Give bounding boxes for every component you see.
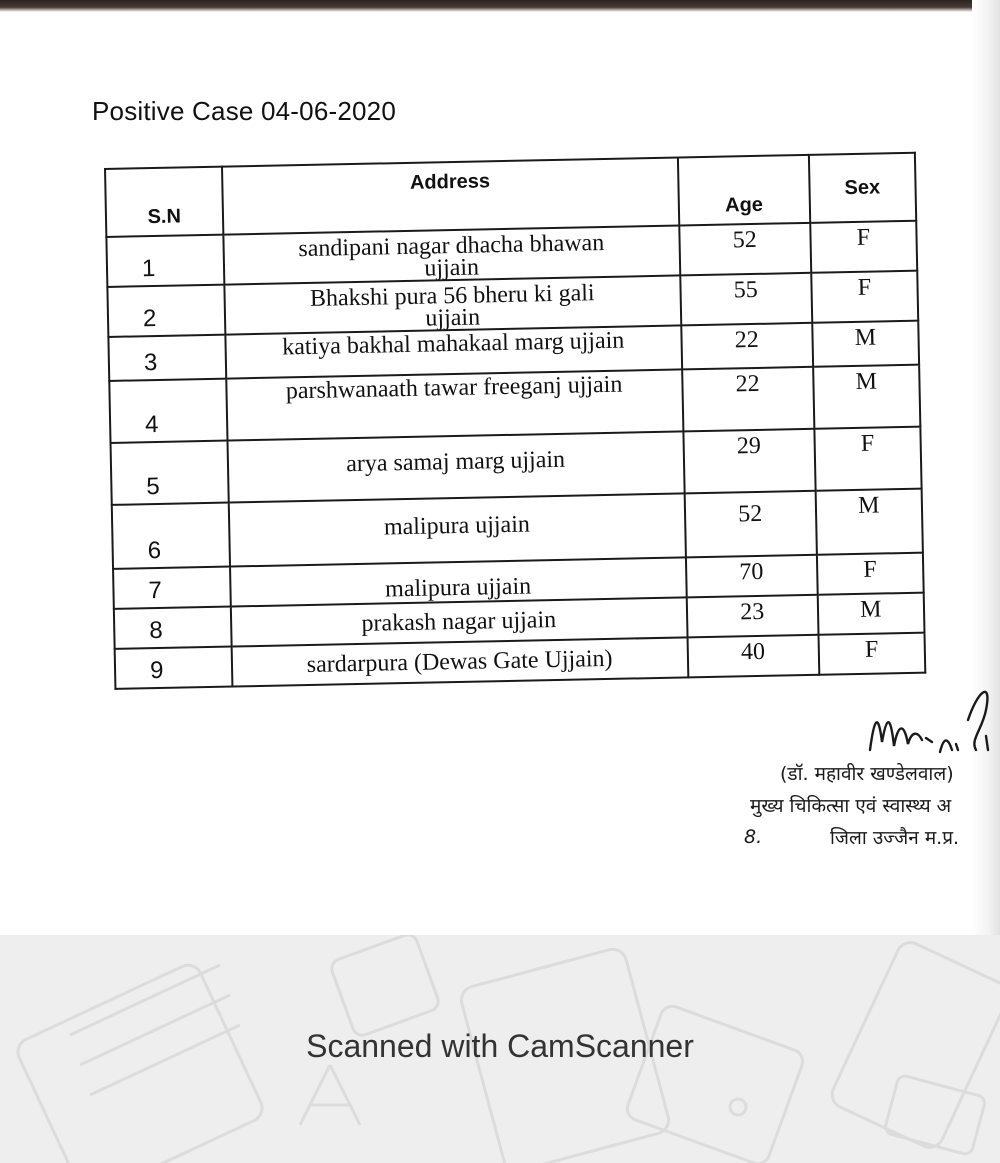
row-address: malipura ujjain: [228, 493, 685, 566]
row-address: parshwanaath tawar freeganj ujjain: [226, 369, 683, 440]
signature-block: [740, 680, 1000, 880]
row-sn: 9: [115, 647, 232, 689]
row-sex: M: [815, 489, 923, 555]
row-sn: 7: [113, 567, 230, 609]
row-age: 22: [681, 323, 813, 370]
camscanner-watermark: Scanned with CamScanner: [306, 1028, 694, 1064]
initial-mark: 8.: [744, 826, 763, 848]
handwritten-signature: [860, 680, 1000, 770]
row-sex: F: [810, 221, 917, 273]
document-title: Positive Case 04-06-2020: [92, 96, 396, 126]
row-age: 52: [684, 491, 816, 558]
row-address: katiya bakhal mahakaal marg ujjain: [225, 325, 682, 378]
row-sn: 3: [108, 335, 225, 381]
row-address: arya samaj marg ujjain: [227, 431, 684, 502]
row-sn: 2: [107, 285, 225, 337]
row-sex: F: [818, 633, 925, 675]
row-age: 22: [682, 367, 814, 432]
row-address: sardarpura (Dewas Gate Ujjain): [231, 637, 688, 686]
row-age: 70: [686, 555, 818, 598]
row-address: sandipani nagar dhacha bhawan ujjain: [223, 225, 680, 284]
row-sn: 5: [111, 441, 229, 505]
row-address: Bhakshi pura 56 bheru ki gali ujjain: [224, 275, 681, 334]
signatory-district: जिला उज्जैन म.प्र.: [830, 827, 960, 849]
row-address: prakash nagar ujjain: [230, 597, 687, 646]
row-sex: F: [814, 427, 922, 491]
signatory-name: (डॉ. महावीर खण्डेलवाल): [780, 763, 954, 785]
row-sex: F: [811, 271, 918, 323]
header-age: Age: [678, 155, 810, 226]
header-sn: S.N: [105, 167, 223, 237]
header-sex: Sex: [808, 153, 916, 223]
row-sex: M: [817, 593, 924, 635]
row-sn: 6: [112, 503, 230, 569]
header-address: Address: [222, 157, 679, 234]
cases-table: [104, 152, 926, 690]
cases-table-container: [104, 151, 940, 689]
row-sex: F: [817, 553, 924, 595]
row-sn: 4: [109, 379, 227, 443]
row-sn: 8: [114, 607, 231, 649]
signatory-designation: मुख्य चिकित्सा एवं स्वास्थ्य अ: [750, 795, 952, 817]
row-age: 23: [686, 595, 818, 638]
row-age: 29: [683, 429, 815, 494]
row-address: malipura ujjain: [230, 557, 687, 606]
row-sex: M: [813, 365, 921, 429]
row-sex: M: [812, 321, 919, 367]
row-sn: 1: [106, 235, 224, 287]
page-top-edge: [0, 0, 1000, 12]
row-age: 55: [680, 273, 812, 326]
row-age: 52: [679, 223, 811, 276]
row-age: 40: [687, 635, 819, 678]
